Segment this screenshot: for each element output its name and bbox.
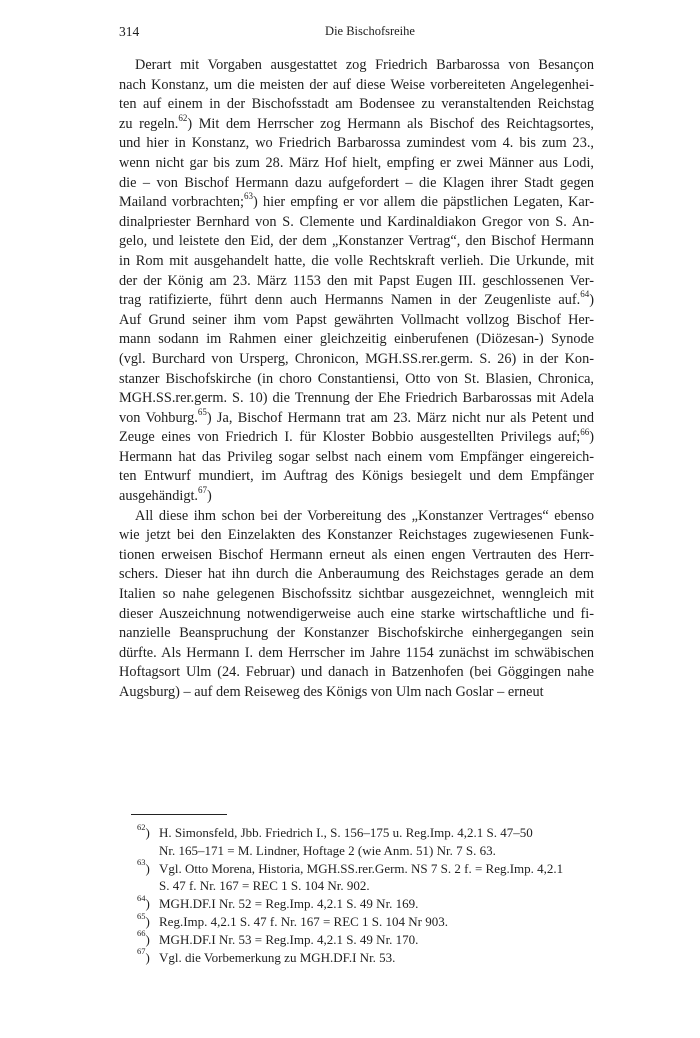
footnote-marker: $^{64}$) (137, 892, 150, 912)
body-line (119, 252, 594, 272)
body-line (119, 232, 594, 252)
body-line (119, 193, 594, 213)
footnote-line (137, 877, 595, 895)
body-text (119, 56, 594, 703)
body-line (119, 644, 594, 664)
body-line-text: der der König am 23. März 1153 den mit Papst Eugen III. geschlossenen Ver- (119, 272, 594, 289)
body-line (119, 291, 594, 311)
body-line-text: ) hier empfing er vor allem die päpstlichen Legaten, Kar- (253, 194, 594, 211)
body-line (119, 350, 594, 370)
footnote (137, 857, 595, 896)
footnote-reference[interactable]: 64 (580, 289, 590, 300)
body-line (119, 406, 594, 429)
body-line-text: Italien so nahe gelegenen Bischofssitz sichtbar ausgezeichnet, wenngleich mit (119, 586, 594, 603)
body-line (119, 683, 594, 703)
footnote-number: 67 (137, 946, 146, 957)
footnote-line (137, 842, 595, 860)
footnote-number: 64 (137, 892, 146, 903)
footnote-line (137, 928, 595, 949)
body-line-text: ) Mit dem Herrscher zog Hermann als Bischof des Reichtagsortes, (187, 115, 594, 132)
body-line-text: wenn nicht gar bis zum 28. März Hof hielt, empfing er zwei Männer aus Lodi, (119, 154, 594, 171)
body-line-text: dieser Auszeichnung notwendigerweise auch eine starke wirtschaftliche und fi- (119, 605, 594, 622)
footnote-number: 63 (137, 857, 146, 868)
body-line-text: tionen erweisen Bischof Hermann erneut als einen engen Vertrauten des Herr- (119, 546, 594, 563)
footnote-number: 66 (137, 928, 146, 939)
running-head: Die Bischofsreihe (325, 24, 415, 38)
footnote (137, 946, 595, 967)
footnote-text: Nr. 165–171 = M. Lindner, Hoftage 2 (wie Anm. 51) Nr. 7 S. 63. (159, 842, 496, 858)
body-line (119, 115, 594, 135)
body-line-text: ten auf einem in der Bischofsstadt am Bodensee zu veranstaltenden Reichstag (119, 96, 594, 113)
body-line (119, 370, 594, 390)
body-line (119, 585, 594, 605)
body-line-text: (vgl. Burchard von Ursperg, Chronicon, MGH.SS.rer.germ. S. 26) in der Kon- (119, 350, 594, 367)
body-line (119, 546, 594, 566)
footnote-text: H. Simonsfeld, Jbb. Friedrich I., S. 156–175 u. Reg.Imp. 4,2.1 S. 47–50 (159, 825, 533, 840)
body-line-text: ) (207, 488, 212, 505)
footnote-line (137, 857, 595, 878)
page-number: 314 (119, 24, 140, 39)
body-line (119, 663, 594, 683)
footnote-marker: $^{66}$) (137, 928, 150, 947)
body-line (119, 95, 594, 115)
body-line (119, 174, 594, 194)
footnote-reference[interactable]: 62 (178, 113, 188, 124)
footnote-reference[interactable]: 66 (580, 426, 590, 437)
body-line (119, 56, 594, 76)
footnote-number: 62 (137, 821, 146, 832)
body-line (119, 389, 594, 409)
footnote-marker: $^{62}$) (137, 821, 150, 840)
body-line-text: ) (589, 429, 594, 446)
body-line-text: Mailand vorbrachten; (119, 194, 245, 211)
footnote-text: Vgl. die Vorbemerkung zu MGH.DF.I Nr. 53. (159, 949, 396, 965)
footnote-text: S. 47 f. Nr. 167 = REC 1 S. 104 Nr. 902. (159, 878, 370, 894)
footnote-line (137, 910, 595, 931)
footnote (137, 821, 595, 860)
body-line-text: in Rom mit ausgehandelt hatte, die volle Rechtskraft verlieh. Die Urkunde, mit (119, 252, 594, 269)
footnote-line (137, 821, 595, 842)
body-line (119, 467, 594, 487)
body-line (119, 526, 594, 546)
body-line-text: Augsburg) – auf dem Reiseweg des Königs von Ulm nach Goslar – erneut (119, 684, 544, 700)
body-line-text: schers. Dieser hat ihn durch die Anberaumung des Reichstages gerade an dem (119, 566, 594, 583)
footnote-text: Reg.Imp. 4,2.1 S. 47 f. Nr. 167 = REC 1 S. 104 Nr 903. (159, 913, 449, 929)
body-line-text: MGH.SS.rer.germ. S. 10) die Trennung der Ehe Friedrich Barbarossas mit Adela (119, 390, 594, 407)
body-line-text: ) Ja, Bischof Hermann trat am 23. März nicht nur als Petent und (206, 409, 594, 426)
footnote-line (137, 892, 595, 913)
body-line-text: nach Konstanz, um die meisten der auf diese Weise vorbereiteten Angelegenhei- (119, 76, 594, 93)
body-line (119, 565, 594, 585)
body-line-text: Auf Grund seiner ihm vom Papst gewährten Vollmacht vollzog Bischof Her- (119, 311, 594, 328)
body-line (119, 272, 594, 292)
body-line (119, 605, 594, 625)
footnote-rule (131, 814, 227, 815)
footnote (137, 928, 595, 949)
body-line-text: All diese ihm schon bei der Vorbereitung des „Konstanzer Vertrages“ ebenso (135, 507, 594, 524)
body-line-text: zu regeln. (119, 115, 179, 132)
body-line (119, 76, 594, 96)
footnote-reference[interactable]: 65 (197, 406, 207, 417)
footnote-reference[interactable]: 63 (244, 191, 254, 202)
footnote-marker: $^{63}$) (137, 857, 150, 876)
body-line-text: ausgehändigt. (119, 488, 199, 505)
body-line-text: trag ratifizierte, führt denn auch Hermanns Namen in der Zeugenliste auf. (119, 292, 581, 309)
body-line-text: und hier in Konstanz, wo Friedrich Barbarossa zumindest vom 4. bis zum 23., (119, 135, 594, 152)
body-line-text: stanzer Bischofskirche (in choro Constantiensi, Otto von St. Blasien, Chronica, (119, 370, 594, 387)
body-line-text: die – von Bischof Hermann dazu aufgefordert – die Klagen ihrer Stadt gegen (119, 174, 594, 191)
body-line (119, 507, 594, 527)
body-line-text: Derart mit Vorgaben ausgestattet zog Friedrich Barbarossa von Besançon (135, 57, 594, 73)
body-line-text: dürfte. Als Hermann I. dem Herrscher im Jahre 1154 zunächst im schwäbischen (119, 644, 594, 661)
body-line-text: Zeuge eines von Friedrich I. für Kloster Bobbio ausgestellten Privilegs auf; (119, 429, 581, 446)
body-line-text: mann sodann im Rahmen einer gleichzeitig einberufenen (Diözesan-) Synode (119, 331, 594, 348)
footnote-reference[interactable]: 67 (198, 485, 208, 496)
footnote-line (137, 946, 595, 967)
body-line-text: ten Entwurf mundiert, im Auftrag des Königs besiegelt und dem Empfänger (119, 468, 594, 485)
body-line (119, 428, 594, 448)
body-line-text: ) (589, 292, 594, 309)
body-line-text: von Vohburg. (119, 409, 198, 426)
body-line-text: nanzielle Beanspruchung der Konstanzer Bischofskirche einhergegangen sein (119, 625, 594, 642)
body-line-text: gelo, und leistete den Eid, der dem „Konstanzer Vertrag“, den Bischof Hermann (119, 233, 594, 250)
body-line (119, 154, 594, 174)
footnote-marker: $^{65}$) (137, 910, 150, 929)
footnote (137, 892, 595, 913)
body-line-text: Hermann hat das Privileg sogar selbst nach einem vom Empfänger eingereich- (119, 448, 594, 465)
footnote-number: 65 (137, 910, 146, 921)
body-line-text: dinalpriester Bernhard von S. Clemente und Kardinaldiakon Gregor von S. An- (119, 213, 594, 230)
footnote-text: Vgl. Otto Morena, Historia, MGH.SS.rer.Germ. NS 7 S. 2 f. = Reg.Imp. 4,2.1 (159, 860, 564, 876)
body-line (119, 134, 594, 154)
body-line-text: Hoftagsort Ulm (24. Februar) und danach in Batzenhofen (bei Göggingen nahe (119, 664, 594, 681)
footnote (137, 910, 595, 931)
footnote-marker: $^{67}$) (137, 946, 150, 965)
body-line (119, 448, 594, 468)
body-line (119, 311, 594, 331)
footnotes (137, 821, 595, 966)
body-line (119, 624, 594, 644)
footnote-text: MGH.DF.I Nr. 52 = Reg.Imp. 4,2.1 S. 49 Nr. 169. (159, 896, 419, 912)
body-line (119, 213, 594, 233)
body-line (119, 487, 594, 507)
body-line-text: wie jetzt bei den Einzelakten des Konstanzer Reichstages zugewiesenen Funk- (119, 527, 594, 544)
footnote-text: MGH.DF.I Nr. 53 = Reg.Imp. 4,2.1 S. 49 Nr. 170. (159, 931, 419, 947)
body-line (119, 330, 594, 350)
